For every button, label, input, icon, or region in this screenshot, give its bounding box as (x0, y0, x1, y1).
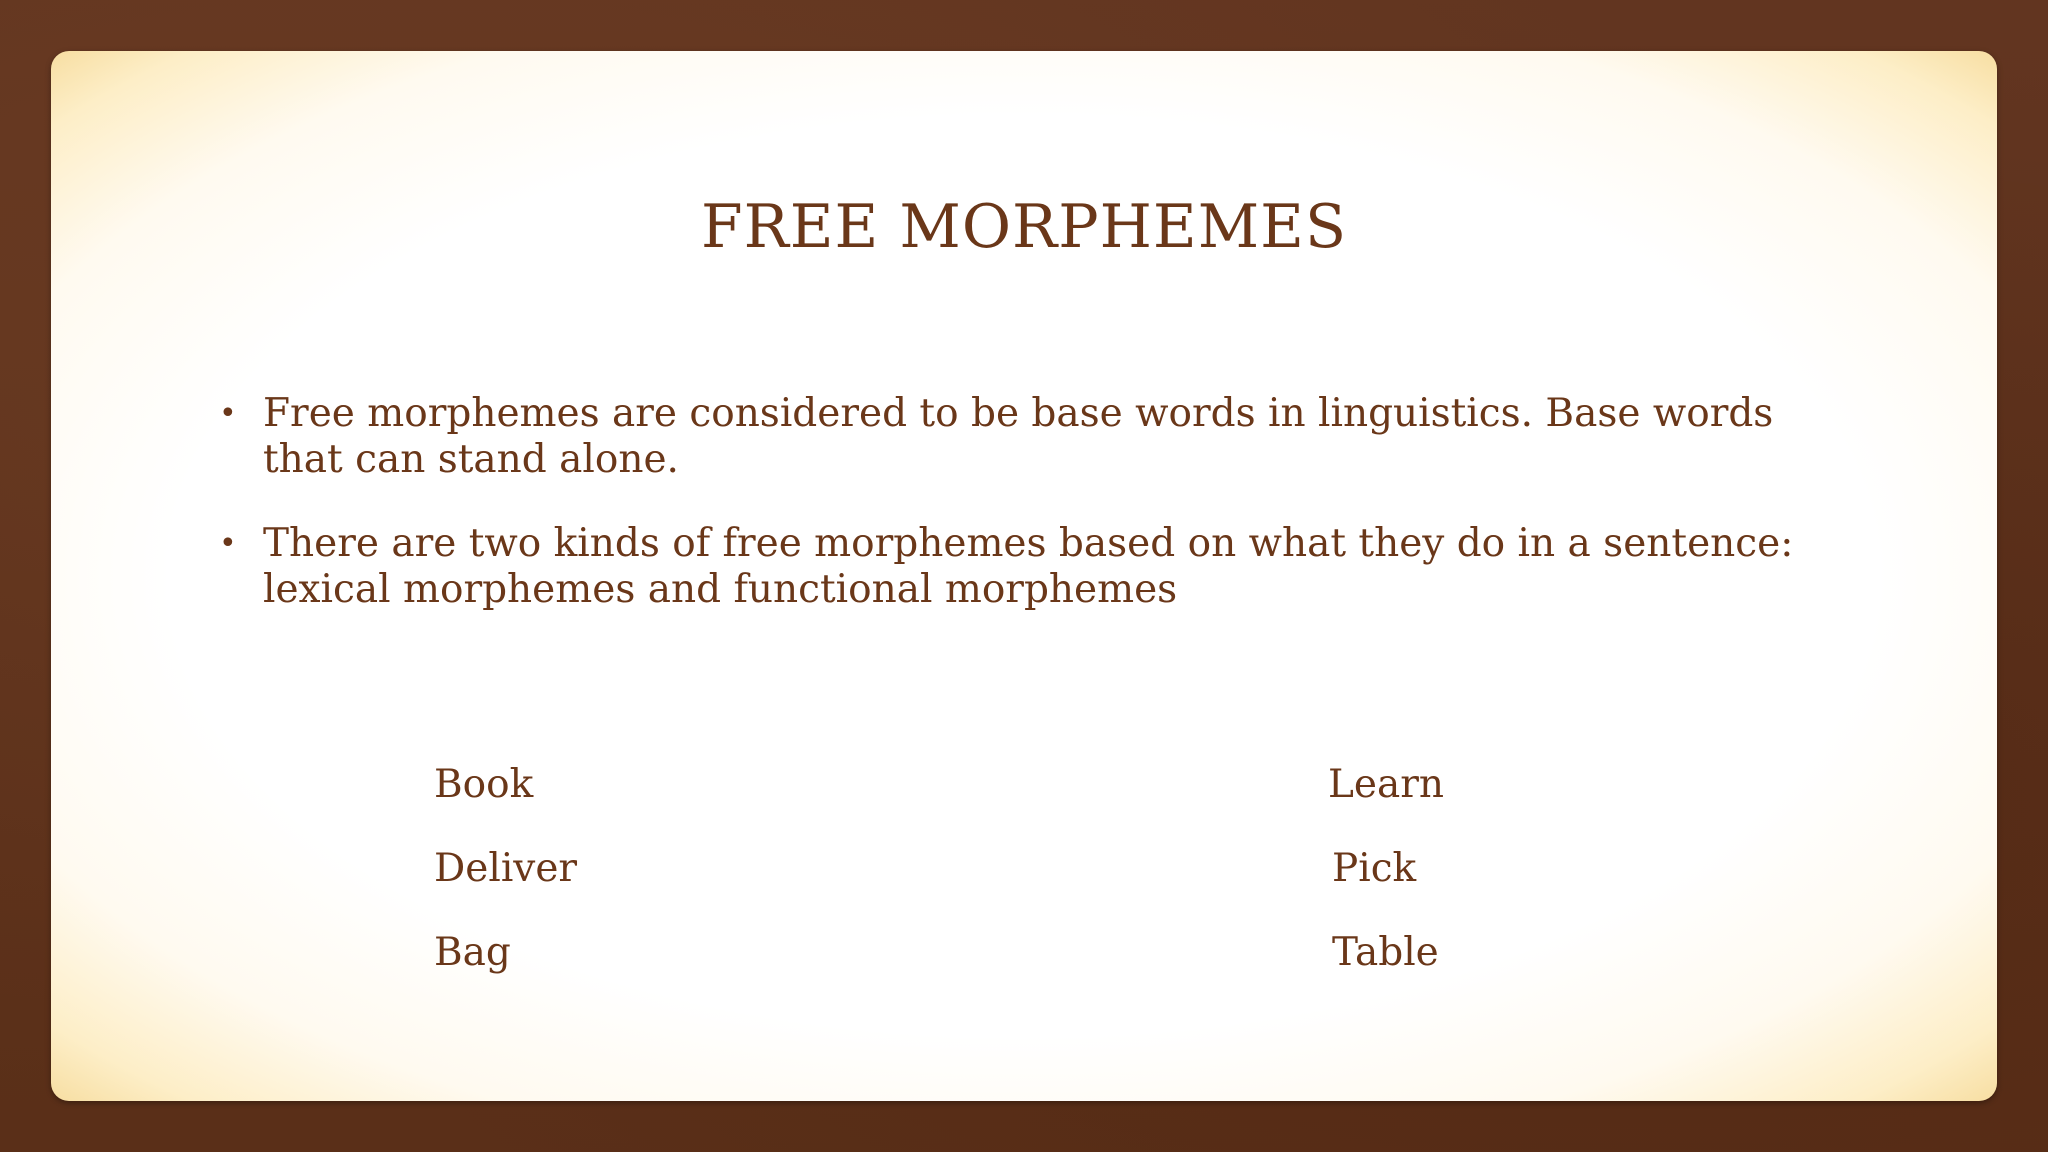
bullet-dot-icon: • (219, 526, 237, 561)
examples-left-column (434, 762, 577, 1014)
bullet-dot-icon: • (219, 396, 237, 431)
example-word: Learn (1328, 762, 1444, 807)
bullet-list (219, 391, 1859, 651)
bullet-item (219, 391, 1859, 483)
bullet-text: Free morphemes are considered to be base words in linguistics. Base words that can stand alone. (263, 391, 1774, 482)
slide-title: FREE MORPHEMES (700, 192, 1348, 262)
bullet-text: There are two kinds of free morphemes based on what they do in a sentence: lexical morphemes and functional morphemes (263, 521, 1794, 612)
example-word: Table (1332, 930, 1439, 975)
example-word: Book (434, 762, 534, 807)
example-word: Deliver (434, 846, 578, 891)
slide-frame (51, 51, 1997, 1101)
example-word: Pick (1332, 846, 1417, 891)
example-word: Bag (434, 930, 511, 975)
bullet-item (219, 521, 1859, 613)
examples-right-column (1328, 762, 1444, 1014)
